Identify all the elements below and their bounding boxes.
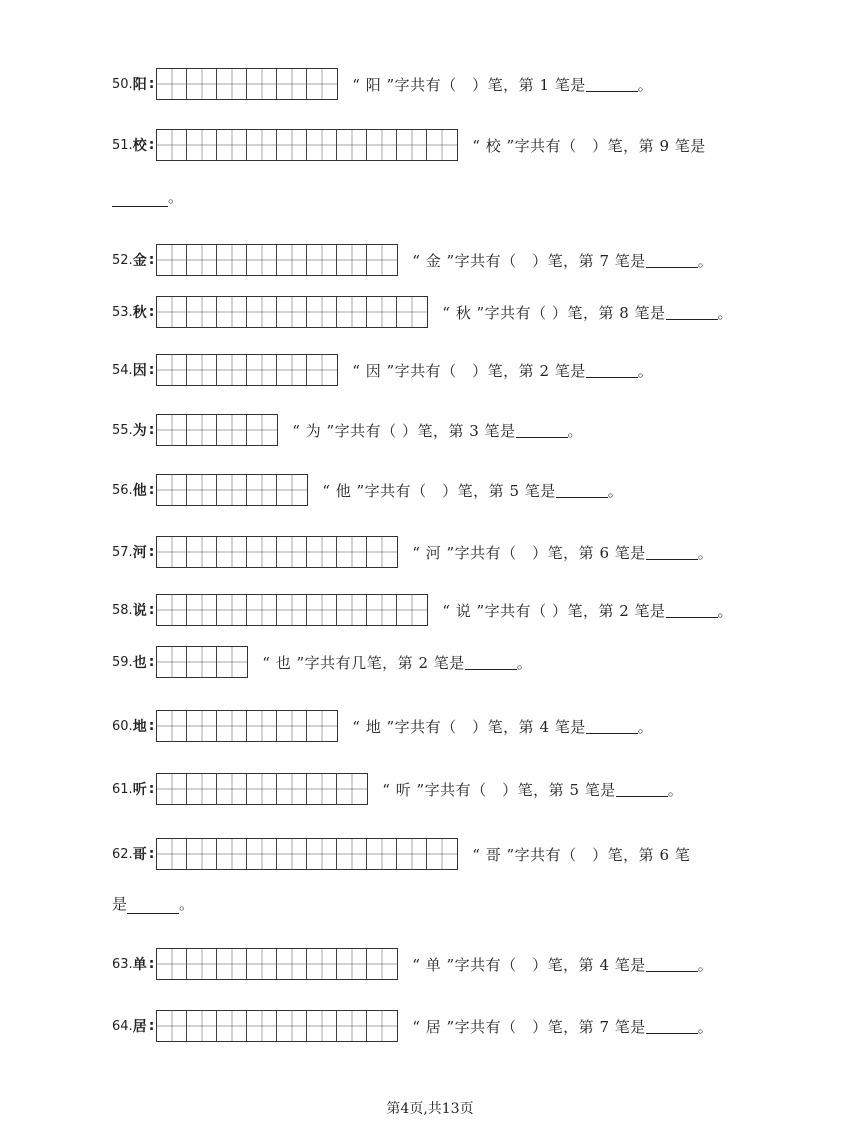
answer-blank[interactable] [616,782,668,797]
writing-grid[interactable] [156,68,338,100]
question-56: 56. 他 : “ 他 ”字共有（ ）笔，第 5 笔是 。 [112,474,623,506]
grid-cell[interactable] [217,130,247,160]
grid-cell[interactable] [217,415,247,445]
grid-cell[interactable] [277,595,307,625]
grid-cell[interactable] [307,711,337,741]
question-57: 57. 河 : “ 河 ”字共有（ ）笔，第 6 笔是 。 [112,536,713,568]
question-61: 61. 听 : “ 听 ”字共有（ ）笔，第 5 笔是 。 [112,773,683,805]
grid-cell[interactable] [367,245,397,275]
grid-cell[interactable] [187,355,217,385]
grid-cell[interactable] [307,130,337,160]
grid-cell[interactable] [337,1011,367,1041]
grid-cell[interactable] [217,355,247,385]
grid-cell[interactable] [217,774,247,804]
grid-cell[interactable] [157,415,187,445]
question-number: 54. [112,362,133,378]
grid-cell[interactable] [277,537,307,567]
question-number: 51. [112,137,133,153]
grid-cell[interactable] [307,595,337,625]
question-number: 56. [112,482,133,498]
grid-cell[interactable] [277,949,307,979]
grid-cell[interactable] [157,595,187,625]
question-char: 地 [132,719,147,735]
grid-cell[interactable] [307,1011,337,1041]
grid-cell[interactable] [157,297,187,327]
grid-cell[interactable] [247,475,277,505]
grid-cell[interactable] [247,415,277,445]
question-number: 55. [112,422,133,438]
grid-cell[interactable] [247,774,277,804]
grid-cell[interactable] [277,130,307,160]
grid-cell[interactable] [157,949,187,979]
grid-cell[interactable] [397,130,427,160]
grid-cell[interactable] [217,475,247,505]
writing-grid[interactable] [156,244,398,276]
grid-cell[interactable] [187,537,217,567]
grid-cell[interactable] [367,1011,397,1041]
grid-cell[interactable] [217,949,247,979]
writing-grid[interactable] [156,646,248,678]
grid-cell[interactable] [337,297,367,327]
question-64: 64. 居 : “ 居 ”字共有（ ）笔，第 7 笔是 。 [112,1010,713,1042]
grid-cell[interactable] [217,711,247,741]
grid-cell[interactable] [277,69,307,99]
question-text: “ 金 ”字共有（ ）笔，第 7 笔是 [412,251,646,270]
grid-cell[interactable] [187,130,217,160]
grid-cell[interactable] [157,475,187,505]
question-60: 60. 地 : “ 地 ”字共有（ ）笔，第 4 笔是 。 [112,710,653,742]
answer-blank[interactable] [646,1019,698,1034]
answer-blank[interactable] [666,603,718,618]
question-char: 单 [132,957,147,973]
grid-cell[interactable] [217,647,247,677]
grid-cell[interactable] [427,130,457,160]
question-text: “ 河 ”字共有（ ）笔，第 6 笔是 [412,543,646,562]
question-63: 63. 单 : “ 单 ”字共有（ ）笔，第 4 笔是 。 [112,948,713,980]
grid-cell[interactable] [157,130,187,160]
grid-cell[interactable] [217,297,247,327]
question-52: 52. 金 : “ 金 ”字共有（ ）笔，第 7 笔是 。 [112,244,713,276]
grid-cell[interactable] [217,537,247,567]
question-char: 为 [132,423,147,439]
question-text: “ 哥 ”字共有（ ）笔，第 6 笔 [472,845,691,864]
grid-cell[interactable] [337,537,367,567]
grid-cell[interactable] [187,415,217,445]
grid-cell[interactable] [277,711,307,741]
grid-cell[interactable] [247,1011,277,1041]
grid-cell[interactable] [277,774,307,804]
grid-cell[interactable] [277,355,307,385]
grid-cell[interactable] [337,245,367,275]
grid-cell[interactable] [157,647,187,677]
writing-grid[interactable] [156,773,368,805]
question-59: 59. 也 : “ 也 ”字共有几笔，第 2 笔是 。 [112,646,532,678]
question-char: 也 [132,655,147,671]
question-50: 50. 阳 : “ 阳 ”字共有（ ）笔，第 1 笔是 。 [112,68,653,100]
grid-cell[interactable] [397,297,427,327]
grid-cell[interactable] [307,355,337,385]
writing-grid[interactable] [156,948,398,980]
question-62-continuation: 是 。 [112,895,195,913]
grid-cell[interactable] [247,839,277,869]
grid-cell[interactable] [337,774,367,804]
grid-cell[interactable] [277,1011,307,1041]
grid-cell[interactable] [337,949,367,979]
grid-cell[interactable] [187,297,217,327]
question-text: “ 他 ”字共有（ ）笔，第 5 笔是 [322,481,556,500]
grid-cell[interactable] [157,839,187,869]
answer-blank[interactable] [112,192,168,207]
question-number: 58. [112,602,133,618]
grid-cell[interactable] [187,69,217,99]
grid-cell[interactable] [277,245,307,275]
writing-grid[interactable] [156,296,428,328]
writing-grid[interactable] [156,594,428,626]
grid-cell[interactable] [247,537,277,567]
question-char: 河 [132,545,147,561]
grid-cell[interactable] [277,297,307,327]
question-text: “ 也 ”字共有几笔，第 2 笔是 [262,653,465,672]
grid-cell[interactable] [187,949,217,979]
answer-blank[interactable] [586,363,638,378]
question-text: “ 居 ”字共有（ ）笔，第 7 笔是 [412,1017,646,1036]
answer-blank[interactable] [646,545,698,560]
grid-cell[interactable] [187,245,217,275]
question-char: 金 [132,253,147,269]
question-text: “ 为 ”字共有（ ）笔，第 3 笔是 [292,421,516,440]
grid-cell[interactable] [307,949,337,979]
question-text: “ 说 ”字共有（ ）笔，第 2 笔是 [442,601,666,620]
question-text: “ 因 ”字共有（ ）笔，第 2 笔是 [352,361,586,380]
grid-cell[interactable] [247,711,277,741]
answer-blank[interactable] [586,77,638,92]
grid-cell[interactable] [307,839,337,869]
question-number: 63. [112,956,133,972]
question-char: 说 [132,603,147,619]
answer-blank[interactable] [646,957,698,972]
grid-cell[interactable] [217,245,247,275]
grid-cell[interactable] [217,69,247,99]
question-number: 52. [112,252,133,268]
grid-cell[interactable] [187,839,217,869]
answer-blank[interactable] [465,655,517,670]
grid-cell[interactable] [307,297,337,327]
writing-grid[interactable] [156,1010,398,1042]
question-53: 53. 秋 : “ 秋 ”字共有（ ）笔，第 8 笔是 。 [112,296,733,328]
grid-cell[interactable] [307,537,337,567]
grid-cell[interactable] [157,245,187,275]
question-text: “ 秋 ”字共有（ ）笔，第 8 笔是 [442,303,666,322]
writing-grid[interactable] [156,474,308,506]
grid-cell[interactable] [337,595,367,625]
question-number: 57. [112,544,133,560]
writing-grid[interactable] [156,838,458,870]
writing-grid[interactable] [156,710,338,742]
question-51: 51. 校 : “ 校 ”字共有（ ）笔，第 9 笔是 [112,129,706,161]
question-number: 50. [112,76,133,92]
grid-cell[interactable] [217,1011,247,1041]
grid-cell[interactable] [157,537,187,567]
grid-cell[interactable] [337,839,367,869]
grid-cell[interactable] [157,69,187,99]
question-number: 53. [112,304,133,320]
question-char: 阳 [132,77,147,93]
grid-cell[interactable] [427,839,457,869]
grid-cell[interactable] [157,774,187,804]
question-char: 他 [132,483,147,499]
grid-cell[interactable] [277,839,307,869]
question-55: 55. 为 : “ 为 ”字共有（ ）笔，第 3 笔是 。 [112,414,583,446]
grid-cell[interactable] [367,949,397,979]
question-number: 59. [112,654,133,670]
grid-cell[interactable] [367,839,397,869]
grid-cell[interactable] [247,130,277,160]
grid-cell[interactable] [397,595,427,625]
grid-cell[interactable] [397,839,427,869]
answer-blank[interactable] [556,483,608,498]
grid-cell[interactable] [157,711,187,741]
grid-cell[interactable] [187,711,217,741]
question-number: 60. [112,718,133,734]
question-51-continuation: 。 [112,186,183,207]
question-text: “ 地 ”字共有（ ）笔，第 4 笔是 [352,717,586,736]
grid-cell[interactable] [187,647,217,677]
answer-blank[interactable] [586,719,638,734]
grid-cell[interactable] [307,245,337,275]
question-text: “ 校 ”字共有（ ）笔，第 9 笔是 [472,136,706,155]
question-62: 62. 哥 : “ 哥 ”字共有（ ）笔，第 6 笔 [112,838,690,870]
grid-cell[interactable] [337,130,367,160]
answer-blank[interactable] [516,423,568,438]
question-char: 因 [132,363,147,379]
grid-cell[interactable] [247,297,277,327]
question-char: 哥 [132,847,147,863]
grid-cell[interactable] [247,355,277,385]
question-58: 58. 说 : “ 说 ”字共有（ ）笔，第 2 笔是 。 [112,594,733,626]
grid-cell[interactable] [367,130,397,160]
question-text: “ 阳 ”字共有（ ）笔，第 1 笔是 [352,75,586,94]
grid-cell[interactable] [187,774,217,804]
question-text: “ 听 ”字共有（ ）笔，第 5 笔是 [382,780,616,799]
question-number: 62. [112,846,133,862]
grid-cell[interactable] [367,297,397,327]
grid-cell[interactable] [157,1011,187,1041]
grid-cell[interactable] [247,595,277,625]
grid-cell[interactable] [247,69,277,99]
answer-blank[interactable] [646,253,698,268]
grid-cell[interactable] [277,475,307,505]
grid-cell[interactable] [307,774,337,804]
question-char: 校 [132,138,147,154]
writing-grid[interactable] [156,129,458,161]
question-char: 秋 [132,305,147,321]
grid-cell[interactable] [307,69,337,99]
question-number: 61. [112,781,133,797]
writing-grid[interactable] [156,536,398,568]
question-number: 64. [112,1018,133,1034]
grid-cell[interactable] [367,537,397,567]
grid-cell[interactable] [187,595,217,625]
grid-cell[interactable] [217,595,247,625]
grid-cell[interactable] [247,245,277,275]
question-text: “ 单 ”字共有（ ）笔，第 4 笔是 [412,955,646,974]
grid-cell[interactable] [187,475,217,505]
answer-blank[interactable] [666,305,718,320]
question-char: 听 [132,782,147,798]
grid-cell[interactable] [247,949,277,979]
answer-blank[interactable] [127,899,179,914]
grid-cell[interactable] [217,839,247,869]
question-char: 居 [132,1019,147,1035]
grid-cell[interactable] [157,355,187,385]
writing-grid[interactable] [156,354,338,386]
grid-cell[interactable] [367,595,397,625]
page-footer: 第4页,共13页 [386,1101,474,1117]
question-54: 54. 因 : “ 因 ”字共有（ ）笔，第 2 笔是 。 [112,354,653,386]
grid-cell[interactable] [187,1011,217,1041]
writing-grid[interactable] [156,414,278,446]
